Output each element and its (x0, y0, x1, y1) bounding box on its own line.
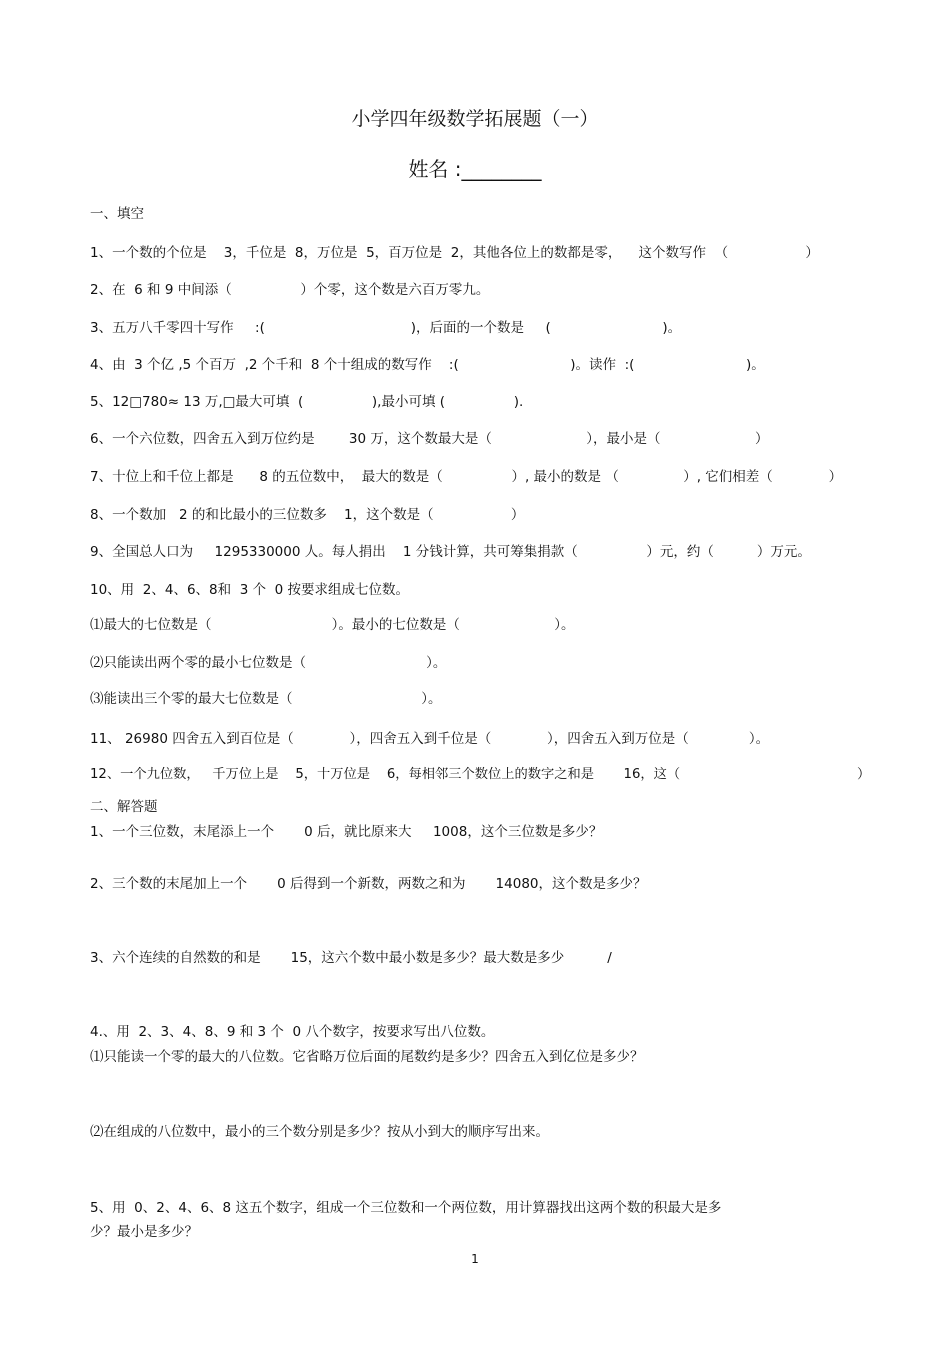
fill-question-8: 8、一个数加 2 的和比最小的三位数多 1，这个数是（ ） (90, 507, 525, 523)
fill-question-10-part-3: ⑶能读出三个零的最大七位数是（ ）。 (90, 691, 442, 707)
answer-question-1: 1、一个三位数，末尾添上一个 0 后，就比原来大 1008，这个三位数是多少？ (90, 824, 603, 840)
fill-question-4: 4、由 3 个亿 ,5 个百万 ,2 个千和 8 个十组成的数写作 :( )。读作 :( )。 (90, 357, 765, 373)
fill-question-9: 9、全国总人口为 1295330000 人。每人捐出 1 分钱计算，共可筹集捐款（ ）元，约（ ）万元。 (90, 544, 811, 560)
fill-question-10-part-1: ⑴最大的七位数是（ ）。最小的七位数是（ ）。 (90, 617, 575, 633)
answer-question-4-part-1: ⑴只能读一个零的最大的八位数。它省略万位后面的尾数约是多少？四舍五入到亿位是多少？ (90, 1049, 644, 1065)
fill-question-10-part-2: ⑵只能读出两个零的最小七位数是（ ）。 (90, 655, 447, 671)
fill-question-11: 11、 26980 四舍五入到百位是（ ），四舍五入到千位是（ ），四舍五入到万位是（ ）。 (90, 731, 770, 747)
page-number: 1 (471, 1252, 479, 1266)
fill-question-1: 1、一个数的个位是 3，千位是 8，万位是 5，百万位是 2，其他各位上的数都是零， 这个数写作 （ ） (90, 245, 819, 261)
answer-question-4-part-2: ⑵在组成的八位数中，最小的三个数分别是多少？按从小到大的顺序写出来。 (90, 1124, 549, 1140)
answer-question-3: 3、六个连续的自然数的和是 15，这六个数中最小数是多少？最大数是多少 / (90, 950, 612, 966)
answer-question-5-continued: 少？最小是多少？ (90, 1224, 198, 1240)
fill-question-7: 7、十位上和千位上都是 8 的五位数中， 最大的数是（ ）, 最小的数是 （ ）, 它们相差（ ） (90, 469, 843, 485)
fill-question-12: 12、一个九位数， 千万位上是 5，十万位是 6，每相邻三个数位上的数字之和是 16，这（ ） (90, 767, 871, 782)
page-title: 小学四年级数学拓展题（一） (351, 108, 599, 130)
fill-question-10: 10、用 2、4、6、8和 3 个 0 按要求组成七位数。 (90, 582, 410, 598)
answer-question-4: 4.、用 2、3、4、8、9 和 3 个 0 八个数字，按要求写出八位数。 (90, 1024, 495, 1040)
answer-question-2: 2、三个数的末尾加上一个 0 后得到一个新数，两数之和为 14080，这个数是多少？ (90, 876, 647, 892)
fill-question-3: 3、五万八千零四十写作 :( )，后面的一个数是 ( )。 (90, 320, 682, 336)
answer-question-5: 5、用 0、2、4、6、8 这五个数字，组成一个三位数和一个两位数，用计算器找出这两个数的积最大是多 (90, 1200, 722, 1216)
fill-question-2: 2、在 6 和 9 中间添（ ）个零，这个数是六百万零九。 (90, 282, 490, 298)
fill-question-5: 5、12□780≈ 13 万,□最大可填 ( ),最小可填 ( ). (90, 394, 524, 410)
name-field-label: 姓名 :________ (408, 157, 542, 181)
section-heading-fill: 一、填空 (90, 206, 144, 222)
fill-question-6: 6、一个六位数，四舍五入到万位约是 30 万，这个数最大是（ ），最小是（ ） (90, 431, 769, 447)
section-heading-answers: 二、解答题 (90, 799, 158, 815)
